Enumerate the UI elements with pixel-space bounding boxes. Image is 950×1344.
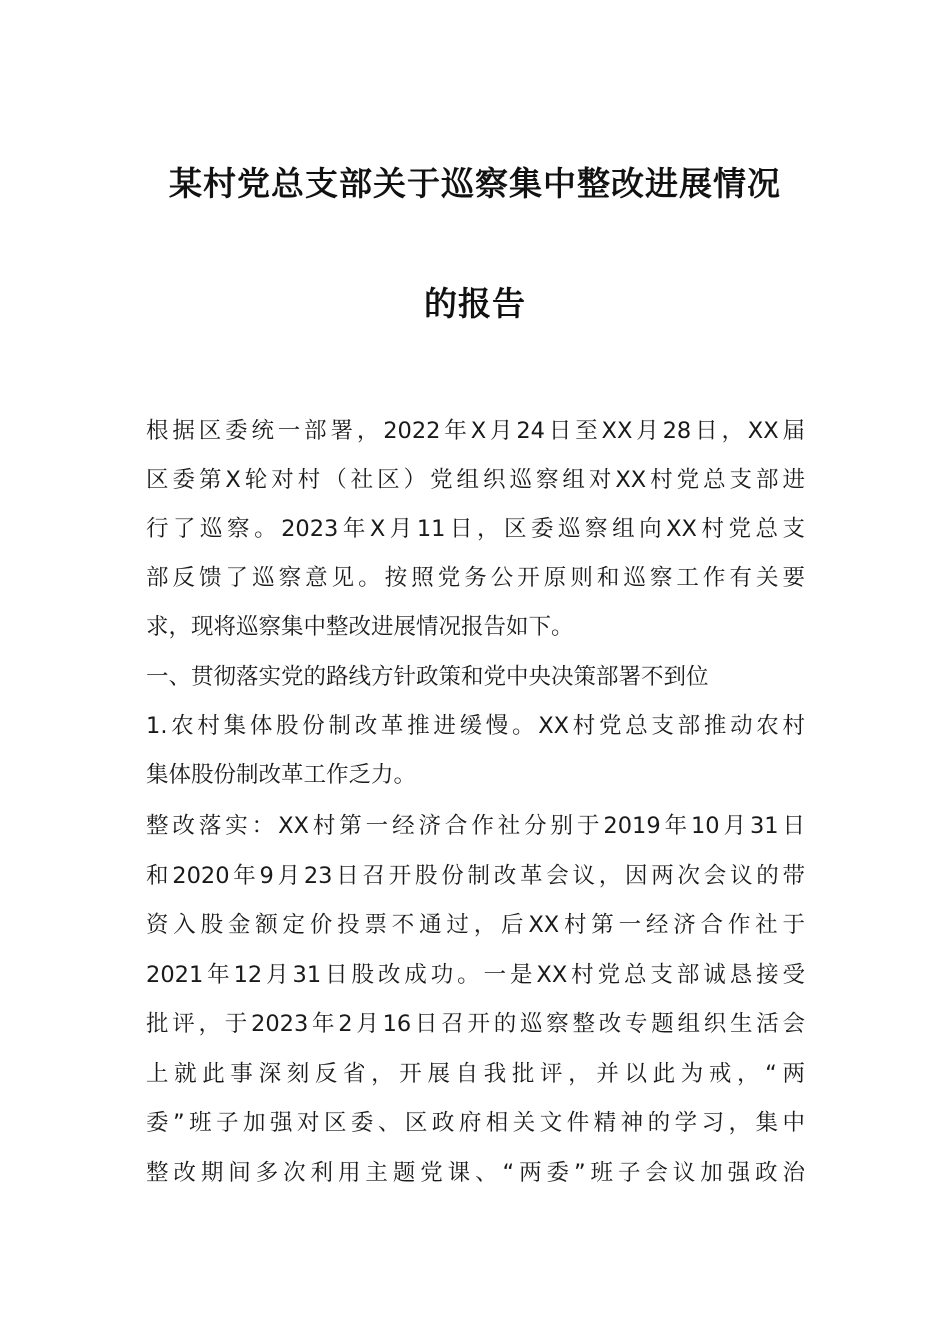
body-line: 1.农村集体股份制改革推进缓慢。XX村党总支部推动农村 <box>146 713 805 739</box>
body-line: 整改落实：XX村第一经济合作社分别于2019年10月31日 <box>146 813 805 839</box>
section-heading: 一、贯彻落实党的路线方针政策和党中央决策部署不到位 <box>146 664 709 690</box>
body-line: 根据区委统一部署，2022年X月24日至XX月28日，XX届 <box>146 418 805 444</box>
body-line: 批评，于2023年2月16日召开的巡察整改专题组织生活会 <box>146 1011 805 1037</box>
body-line: 资入股金额定价投票不通过，后XX村第一经济合作社于 <box>146 912 805 938</box>
body-line: 委”班子加强对区委、区政府相关文件精神的学习，集中 <box>146 1110 805 1136</box>
body-line: 部反馈了巡察意见。按照党务公开原则和巡察工作有关要 <box>146 565 805 591</box>
body-line: 求，现将巡察集中整改进展情况报告如下。 <box>146 614 574 640</box>
body-line: 2021年12月31日股改成功。一是XX村党总支部诚恳接受 <box>146 962 805 988</box>
body-line: 行了巡察。2023年X月11日，区委巡察组向XX村党总支 <box>146 516 805 542</box>
body-line: 整改期间多次利用主题党课、“两委”班子会议加强政治 <box>146 1160 805 1186</box>
document-title-line-2: 的报告 <box>424 284 526 323</box>
body-line: 上就此事深刻反省，开展自我批评，并以此为戒，“两 <box>146 1061 805 1087</box>
body-line: 区委第X轮对村（社区）党组织巡察组对XX村党总支部进 <box>146 467 805 493</box>
document-title-line-1: 某村党总支部关于巡察集中整改进展情况 <box>169 164 781 203</box>
body-line: 和2020年9月23日召开股份制改革会议，因两次会议的带 <box>146 863 805 889</box>
body-line: 集体股份制改革工作乏力。 <box>146 762 417 788</box>
